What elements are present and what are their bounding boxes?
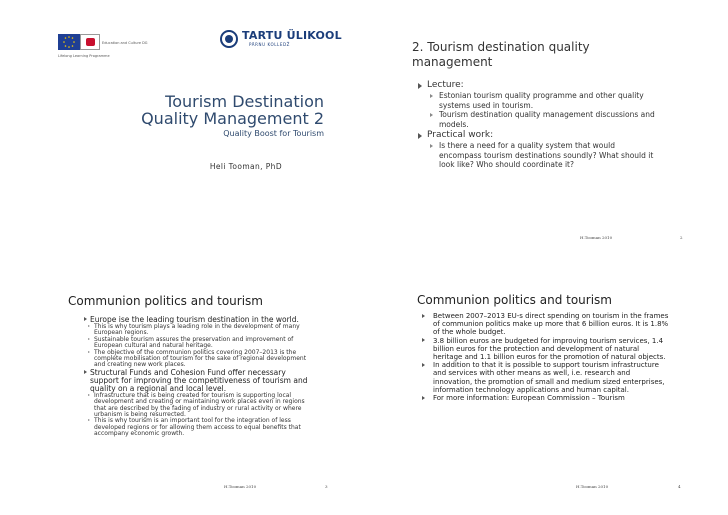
presentation-title [94,93,324,127]
llp-subtitle: Lifelong Learning Programme [58,54,110,58]
bullet-arrow-icon [84,317,87,321]
slide-footer: H.Tooman 2010 [224,484,257,489]
item-label: Europe ise the leading tourism destination in the world. [90,315,299,324]
sub-item-text: Infrastructure that is being created for tourism is supporting local development and creating or maintaining work places even in regions that are described by the fading of industry or rural activity or where urbanism is being resurrected. [94,391,305,419]
slide-1 [44,17,364,242]
slide-2 [400,17,720,242]
bullet-arrow-icon [422,338,425,342]
tartu-university-emblem-icon [220,30,238,48]
slide-body [84,316,316,438]
item-text: Between 2007–2013 EU-s direct spending on tourism in the frames of communion politics make up more that 6 billion euros. It is 1.8% of the whole budget. [433,312,669,337]
list-item [418,130,658,141]
sub-bullet-icon [88,351,90,353]
slide-4 [400,272,720,497]
item-label: Lecture: [427,80,464,90]
item-text: For more information: European Commission – Tourism [433,394,625,403]
slide-footer: H.Tooman 2010 [580,235,613,240]
eu-flag-icon [58,34,80,50]
bullet-arrow-icon [418,133,422,139]
bullet-arrow-icon [422,314,425,318]
sub-bullet-icon [88,419,90,421]
title-line-2: Quality Management 2 [141,109,324,128]
bullet-arrow-icon [84,370,87,374]
slide-body [420,312,670,403]
sub-item-text: Estonian tourism quality programme and other quality systems used in tourism. [439,91,644,110]
list-item [420,337,670,361]
sub-bullet-icon [88,325,90,327]
list-item [420,312,670,336]
bullet-arrow-icon [422,396,425,400]
list-item [84,369,316,393]
sub-item [418,91,658,110]
list-item [420,394,670,402]
item-label: Structural Funds and Cohesion Fund offer necessary support for improving the competitiveness of tourism and quality on a regional and local level. [90,367,308,393]
presentation-subtitle: Quality Boost for Tourism [223,129,324,138]
sub-item [84,350,316,369]
sub-item-text: The objective of the communion politics covering 2007–2013 is the complete mobilisation of tourism for the sake of regional development and creating new work places. [94,348,307,369]
sub-item-text: Tourism destination quality management discussions and models. [439,110,655,129]
sub-bullet-icon [88,394,90,396]
list-item [418,80,658,91]
sub-bullet-icon [430,113,433,117]
item-text: 3.8 billion euros are budgeted for improving tourism services, 1.4 billion euros for the protection and development of natural heritage and 1.1 billion euros for the promotion of natural objects. [433,336,666,361]
lifelong-learning-logo-icon [80,34,100,50]
tartu-college-name: PÄRNU KOLLEDŽ [249,42,291,47]
slide-body [418,79,658,170]
slide-title: 2. Tourism destination quality management [412,40,590,69]
title-line-1: Tourism Destination [165,92,324,111]
item-text: In addition to that it is possible to support tourism infrastructure and services with other means as well, i.e. research and innovation, the promotion of small and medium sized enterprises, information technology applications and human capital. [433,361,665,394]
sub-item-text: Is there a need for a quality system that would encompass tourism destinations soundly? What should it look like? Who should coordinate it? [439,141,654,169]
author: Heli Tooman, PhD [209,162,282,171]
slide-footer: H.Tooman 2010 [576,484,609,489]
page-number: 3 [325,484,328,489]
item-label: Practical work: [427,130,494,140]
slide-title: Communion politics and tourism [417,293,612,307]
sub-bullet-icon [88,338,90,340]
page-number: 4 [678,484,681,489]
sub-item [84,418,316,437]
sub-bullet-icon [430,94,433,98]
slide-3 [44,272,364,497]
sub-item [418,110,658,129]
slide-title: Communion politics and tourism [68,294,263,308]
page-number: 2 [680,235,683,240]
sub-item-text: Sustainable tourism assures the preservation and improvement of European cultural and natural heritage. [94,335,294,350]
sub-item-text: This is why tourism plays a leading role in the development of many European regions. [94,323,300,337]
list-item [420,361,670,393]
sub-item [84,393,316,419]
sub-bullet-icon [430,144,433,148]
tartu-university-name: TARTU ÜLIKOOL [242,29,342,42]
sub-item [418,141,658,170]
sub-item-text: This is why tourism is an important tool for the integration of less developed regions or for allowing them access to equal benefits that accompany economic growth. [94,417,301,438]
llp-text: Education and Culture DG [102,41,148,45]
bullet-arrow-icon [418,83,422,89]
bullet-arrow-icon [422,363,425,367]
